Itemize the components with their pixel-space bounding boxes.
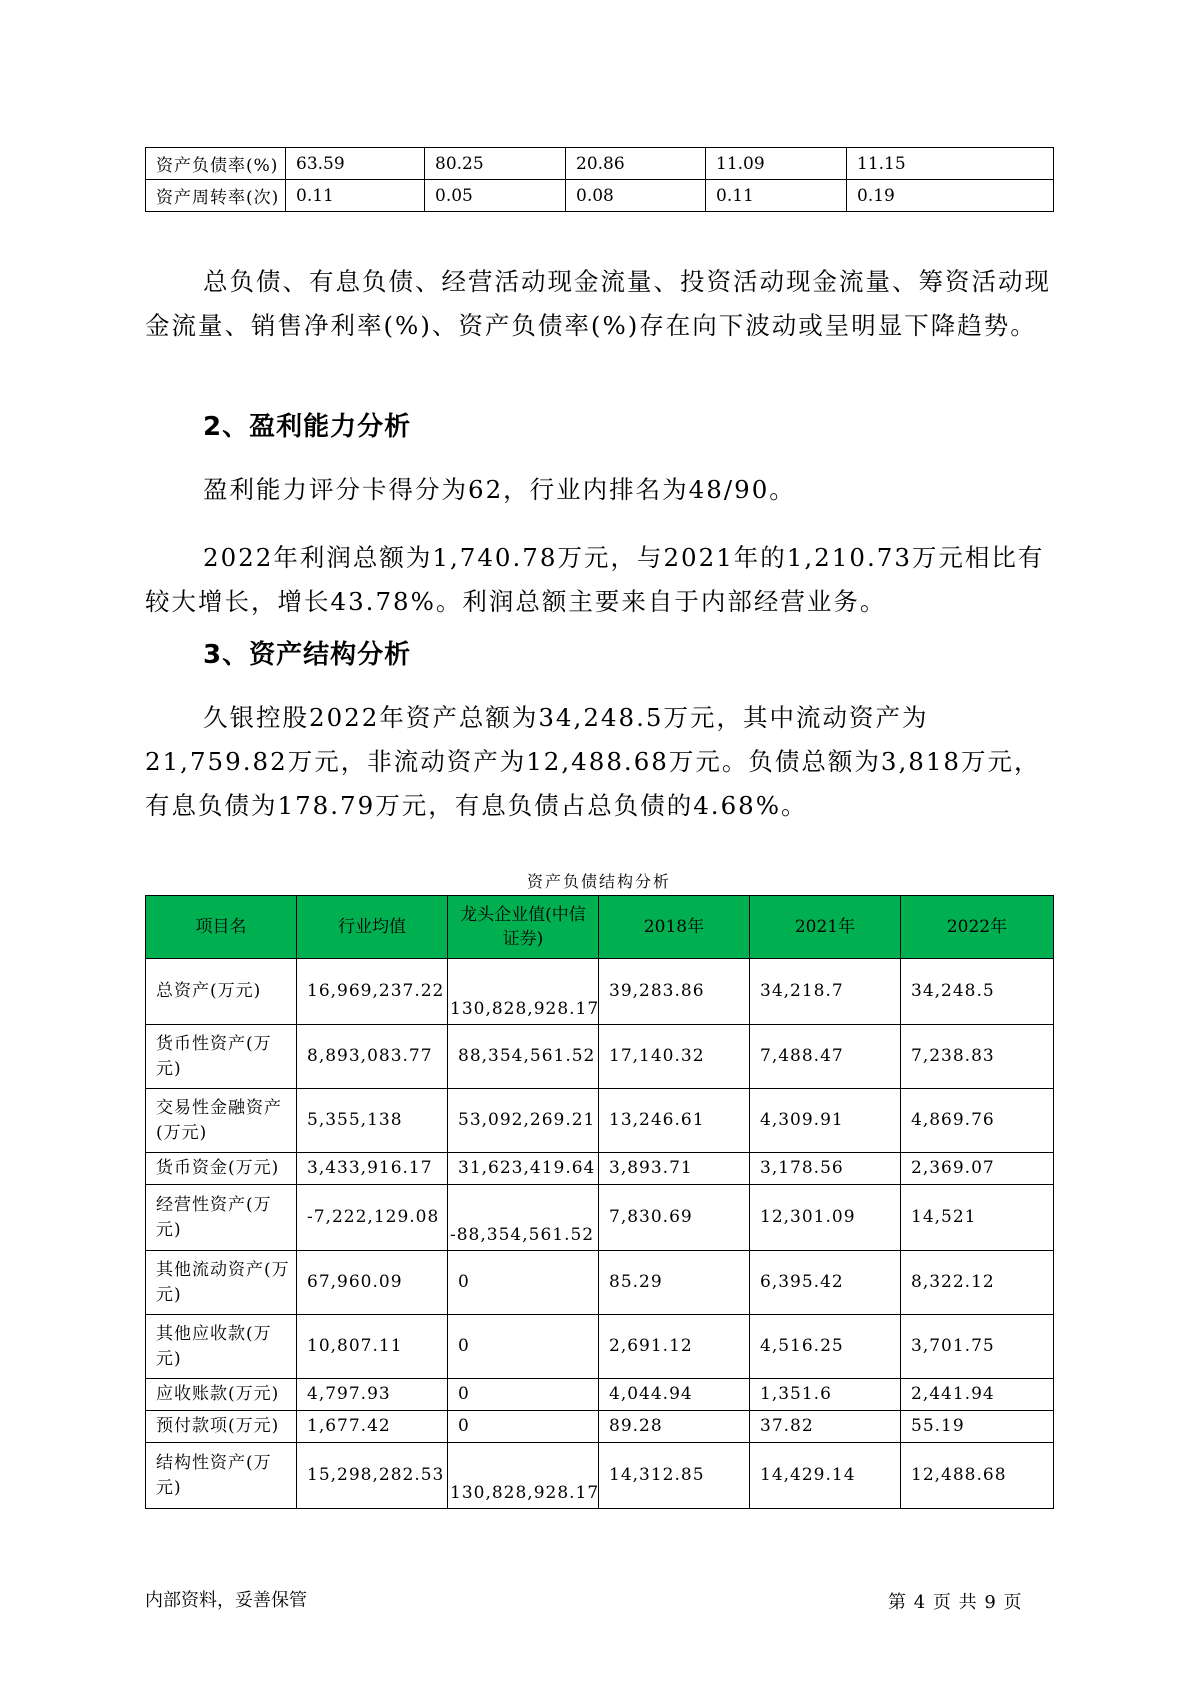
table-cell: 63.59 [286,148,425,180]
table-cell: 34,218.7 [750,959,901,1025]
table-cell: 4,044.94 [599,1379,750,1411]
table-cell: 0.11 [286,180,425,212]
table-cell: 130,828,928.17 [448,959,599,1025]
table-cell: 5,355,138 [297,1089,448,1153]
table-cell: 17,140.32 [599,1025,750,1089]
row-label: 结构性资产(万元) [146,1443,297,1509]
table-cell: 3,178.56 [750,1153,901,1185]
table-cell: 7,488.47 [750,1025,901,1089]
table-cell: 16,969,237.22 [297,959,448,1025]
table-header-row [146,896,1054,959]
table-cell: 2,441.94 [901,1379,1054,1411]
profitability-score-paragraph [145,468,1055,512]
table-cell: 14,312.85 [599,1443,750,1509]
footer-page-number: 第 4 页 共 9 页 [888,1592,1023,1613]
table-cell: 11.15 [847,148,1054,180]
row-label: 货币资金(万元) [146,1153,297,1185]
column-header: 2018年 [599,896,750,959]
table-cell: 8,893,083.77 [297,1025,448,1089]
table-cell: 0 [448,1379,599,1411]
row-label: 货币性资产(万元) [146,1025,297,1089]
table-cell: 14,429.14 [750,1443,901,1509]
row-label: 总资产(万元) [146,959,297,1025]
table-row [146,1379,1054,1411]
table-cell: 0.11 [706,180,847,212]
table-cell: 1,677.42 [297,1411,448,1443]
table-cell: 2,691.12 [599,1315,750,1379]
table-cell: 130,828,928.17 [448,1443,599,1509]
table-row [146,1089,1054,1153]
table-cell: 6,395.42 [750,1251,901,1315]
row-label: 其他流动资产(万元) [146,1251,297,1315]
table-cell: 4,516.25 [750,1315,901,1379]
table-cell: 12,301.09 [750,1185,901,1251]
table-cell: 3,433,916.17 [297,1153,448,1185]
table-cell: 2,369.07 [901,1153,1054,1185]
table-cell: 4,309.91 [750,1089,901,1153]
table-cell: 89.28 [599,1411,750,1443]
row-label: 交易性金融资产(万元) [146,1089,297,1153]
table-cell: 0.05 [425,180,566,212]
asset-structure-paragraph [145,696,1055,828]
table-cell: 8,322.12 [901,1251,1054,1315]
table-cell: 0 [448,1315,599,1379]
table-cell: 3,893.71 [599,1153,750,1185]
table-cell: 20.86 [566,148,706,180]
trend-paragraph [145,260,1055,348]
footer-confidential-note: 内部资料，妥善保管 [145,1590,307,1611]
row-label: 资产负债率(%) [146,148,286,180]
table-cell: 3,701.75 [901,1315,1054,1379]
paragraph-text: 盈利能力评分卡得分为62，行业内排名为48/90。 [203,475,796,504]
table-cell: 55.19 [901,1411,1054,1443]
table-cell: 1,351.6 [750,1379,901,1411]
table-row [146,1251,1054,1315]
table-row [146,1315,1054,1379]
table-caption: 资产负债结构分析 [526,872,671,891]
table-cell: 0 [448,1251,599,1315]
table-cell: 7,238.83 [901,1025,1054,1089]
table-cell: 80.25 [425,148,566,180]
table-cell: 0.19 [847,180,1054,212]
table-row [146,148,1054,180]
table-cell: 7,830.69 [599,1185,750,1251]
table-cell: 14,521 [901,1185,1054,1251]
table-cell: 4,869.76 [901,1089,1054,1153]
table-cell: 39,283.86 [599,959,750,1025]
table-cell: 12,488.68 [901,1443,1054,1509]
column-header: 项目名 [146,896,297,959]
profit-paragraph [145,536,1055,624]
table-cell: 53,092,269.21 [448,1089,599,1153]
table-cell: 4,797.93 [297,1379,448,1411]
table-row [146,1153,1054,1185]
table-row [146,1025,1054,1089]
table-cell: 34,248.5 [901,959,1054,1025]
table-row [146,959,1054,1025]
table-cell: 31,623,419.64 [448,1153,599,1185]
table-cell: 67,960.09 [297,1251,448,1315]
ratio-table-continued [145,147,1054,212]
section-heading-profitability: 2、盈利能力分析 [203,412,412,442]
asset-liability-structure-table [145,895,1054,1509]
column-header: 2022年 [901,896,1054,959]
table-row [146,1443,1054,1509]
table-cell: 37.82 [750,1411,901,1443]
table-cell: 0 [448,1411,599,1443]
table-cell: 0.08 [566,180,706,212]
table-cell: -7,222,129.08 [297,1185,448,1251]
table-row [146,1411,1054,1443]
column-header: 2021年 [750,896,901,959]
table-cell: -88,354,561.52 [448,1185,599,1251]
table-cell: 15,298,282.53 [297,1443,448,1509]
row-label: 资产周转率(次) [146,180,286,212]
table-cell: 13,246.61 [599,1089,750,1153]
table-row [146,1185,1054,1251]
paragraph-text: 久银控股2022年资产总额为34,248.5万元，其中流动资产为21,759.82万元，非流动资产为12,488.68万元。负债总额为3,818万元，有息负债为178.79万元，有息负债占总负债的4.68%。 [145,703,1041,820]
table-cell: 88,354,561.52 [448,1025,599,1089]
paragraph-text: 2022年利润总额为1,740.78万元，与2021年的1,210.73万元相比有较大增长，增长43.78%。利润总额主要来自于内部经营业务。 [145,543,1045,616]
column-header: 龙头企业值(中信证券) [448,896,599,959]
paragraph-text: 总负债、有息负债、经营活动现金流量、投资活动现金流量、筹资活动现金流量、销售净利率(%)、资产负债率(%)存在向下波动或呈明显下降趋势。 [145,267,1051,340]
table-cell: 10,807.11 [297,1315,448,1379]
column-header: 行业均值 [297,896,448,959]
table-cell: 85.29 [599,1251,750,1315]
row-label: 经营性资产(万元) [146,1185,297,1251]
row-label: 其他应收款(万元) [146,1315,297,1379]
section-heading-asset-structure: 3、资产结构分析 [203,640,412,670]
table-cell: 11.09 [706,148,847,180]
row-label: 应收账款(万元) [146,1379,297,1411]
table-row [146,180,1054,212]
row-label: 预付款项(万元) [146,1411,297,1443]
